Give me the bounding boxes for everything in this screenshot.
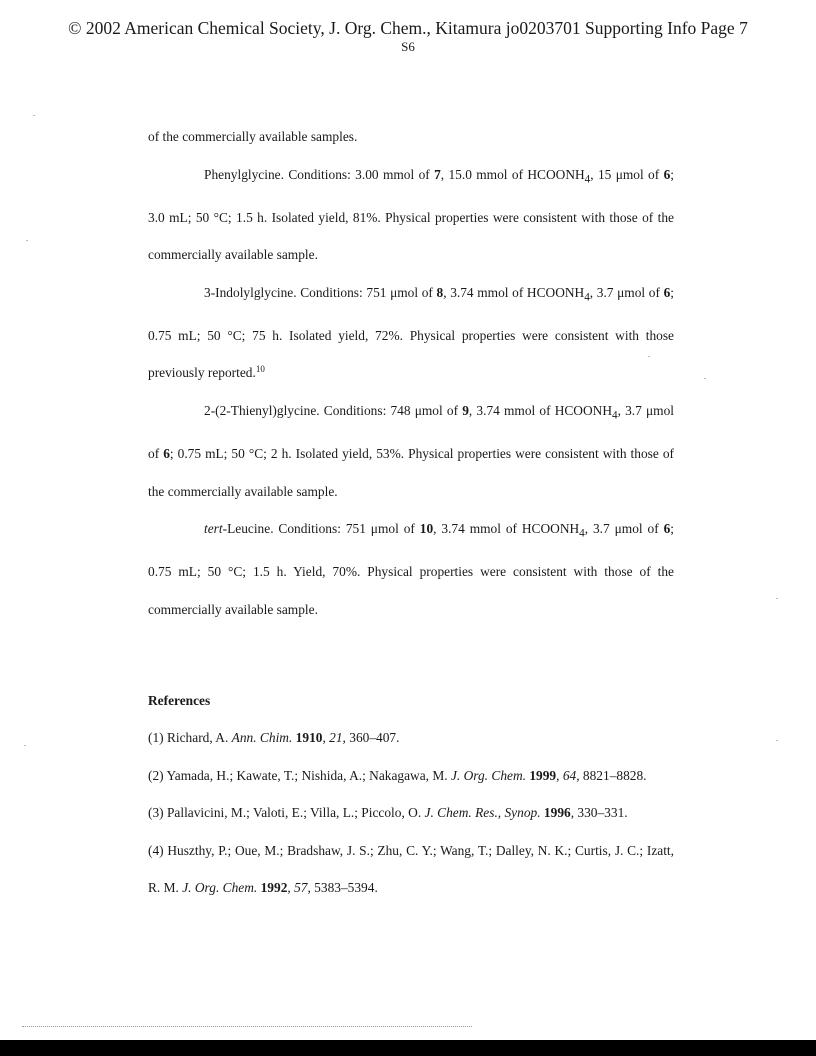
reference-journal: J. Org. Chem. xyxy=(182,880,258,896)
scan-speck xyxy=(704,378,706,379)
paragraph-text: , 15 μmol of xyxy=(590,166,664,182)
paragraph-text: ; 0.75 mL; 50 °C; 2 h. Isolated yield, 53%. Physical properties were consistent with those of the commercially available sample. xyxy=(148,446,674,499)
paragraph-text: , 15.0 mmol of HCOONH xyxy=(440,166,585,182)
compound-number: 6 xyxy=(163,446,170,462)
subscript: 4 xyxy=(612,409,618,422)
reference-year: 1999 xyxy=(529,767,557,783)
page-number: S6 xyxy=(401,39,415,54)
reference-pages: , 5383–5394. xyxy=(307,880,378,896)
scan-artifact-line xyxy=(22,1026,472,1027)
reference-year: 1992 xyxy=(260,880,288,896)
reference-item: (2) Yamada, H.; Kawate, T.; Nishida, A.; Nakagawa, M. J. Org. Chem. 1999, 64, 8821–8828. xyxy=(148,767,647,783)
reference-volume: 21 xyxy=(329,730,343,746)
reference-item: (1) Richard, A. Ann. Chim. 1910, 21, 360–407. xyxy=(148,730,400,746)
subscript: 4 xyxy=(579,527,585,540)
paragraph-text: Conditions: 751 μmol of xyxy=(273,521,420,537)
paragraph-text: ; 0.75 mL; 50 °C; 1.5 h. Yield, 70%. Physical properties were consistent with those of the commercially available sample. xyxy=(148,521,674,617)
compound-number: 6 xyxy=(663,521,671,537)
compound-number: 6 xyxy=(663,166,671,182)
compound-name: 2-(2-Thienyl)glycine. xyxy=(204,402,320,418)
reference-pages: , 8821–8828. xyxy=(576,767,647,783)
scan-speck xyxy=(33,115,35,116)
reference-pages: , 360–407. xyxy=(342,730,400,746)
compound-number: 8 xyxy=(436,284,444,300)
paragraph-text: , 3.7 μmol of xyxy=(589,284,664,300)
compound-name: -Leucine. xyxy=(222,521,274,537)
reference-volume: 57 xyxy=(294,880,308,896)
reference-year: 1910 xyxy=(295,730,323,746)
paragraph-text: ; 0.75 mL; 50 °C; 75 h. Isolated yield, 72%. Physical properties were consistent with those previously reported. xyxy=(148,284,674,381)
paragraph-text: , 3.74 mmol of HCOONH xyxy=(433,521,580,537)
reference-pages: , 330–331. xyxy=(570,805,628,821)
paragraph-text: Conditions: 748 μmol of xyxy=(319,402,463,418)
compound-name-prefix: tert xyxy=(204,521,223,537)
paragraph-text: of the commercially available samples. xyxy=(148,129,358,144)
paragraph-continuation xyxy=(148,118,674,156)
page-header: © 2002 American Chemical Society, J. Org. Chem., Kitamura jo0203701 Supporting Info Page 7 xyxy=(68,18,748,38)
scan-speck xyxy=(648,356,650,357)
reference-volume: 64 xyxy=(562,767,577,783)
paragraph-text: , 3.7 μmol of xyxy=(148,402,674,462)
subscript: 4 xyxy=(584,173,591,186)
reference-superscript: 10 xyxy=(255,364,265,375)
compound-name: 3-Indolylglycine. xyxy=(204,284,297,300)
paragraph-text: ; 3.0 mL; 50 °C; 1.5 h. Isolated yield, 81%. Physical properties were consistent with those of the commercially available sample. xyxy=(148,166,675,263)
scan-bottom-band xyxy=(0,1040,816,1056)
reference-authors: (4) Huszthy, P.; Oue, M.; Bradshaw, J. S.; Zhu, C. Y.; Wang, T.; Dalley, N. K.; Curtis, J. C.; Izatt, R. M. xyxy=(148,842,674,896)
scan-speck xyxy=(776,740,778,741)
paragraph-tert-leucine xyxy=(148,510,674,628)
paragraph-text: Conditions: 3.00 mmol of xyxy=(283,166,435,182)
paragraph-text: , 3.74 mmol of HCOONH xyxy=(443,284,585,300)
scan-speck xyxy=(776,598,778,599)
paragraph-text: Conditions: 751 μmol of xyxy=(296,284,437,300)
paragraph-text: , 3.74 mmol of HCOONH xyxy=(468,402,612,418)
references-heading: References xyxy=(148,693,211,709)
reference-item xyxy=(148,794,674,832)
reference-journal: J. Chem. Res., Synop. xyxy=(424,805,541,821)
scan-speck xyxy=(24,745,26,746)
compound-number: 10 xyxy=(419,521,434,537)
compound-name: Phenylglycine. xyxy=(204,166,284,182)
scan-speck xyxy=(26,240,28,241)
reference-journal: Ann. Chim. xyxy=(231,730,293,746)
paragraph-thienylglycine xyxy=(148,392,674,510)
reference-authors: (3) Pallavicini, M.; Valoti, E.; Villa, L.; Piccolo, O. xyxy=(148,805,425,821)
compound-number: 9 xyxy=(462,402,469,418)
reference-journal: J. Org. Chem. xyxy=(450,767,526,783)
compound-number: 7 xyxy=(434,166,441,182)
compound-number: 6 xyxy=(663,284,671,300)
subscript: 4 xyxy=(584,291,590,304)
paragraph-phenylglycine xyxy=(148,156,674,274)
reference-authors: (2) Yamada, H.; Kawate, T.; Nishida, A.; Nakagawa, M. xyxy=(148,767,451,783)
paragraph-indolylglycine xyxy=(148,274,674,392)
paragraph-text: , 3.7 μmol of xyxy=(584,521,664,537)
reference-year: 1996 xyxy=(543,805,571,821)
reference-item: (4) Huszthy, P.; Oue, M.; Bradshaw, J. S.; Zhu, C. Y.; Wang, T.; Dalley, N. K.; Curtis, J. C.; Izatt, R. M. J. Org. Chem. 1992, 57, 5383–5394. xyxy=(148,842,674,896)
reference-authors: (1) Richard, A. xyxy=(148,730,232,746)
document-body xyxy=(148,118,674,907)
